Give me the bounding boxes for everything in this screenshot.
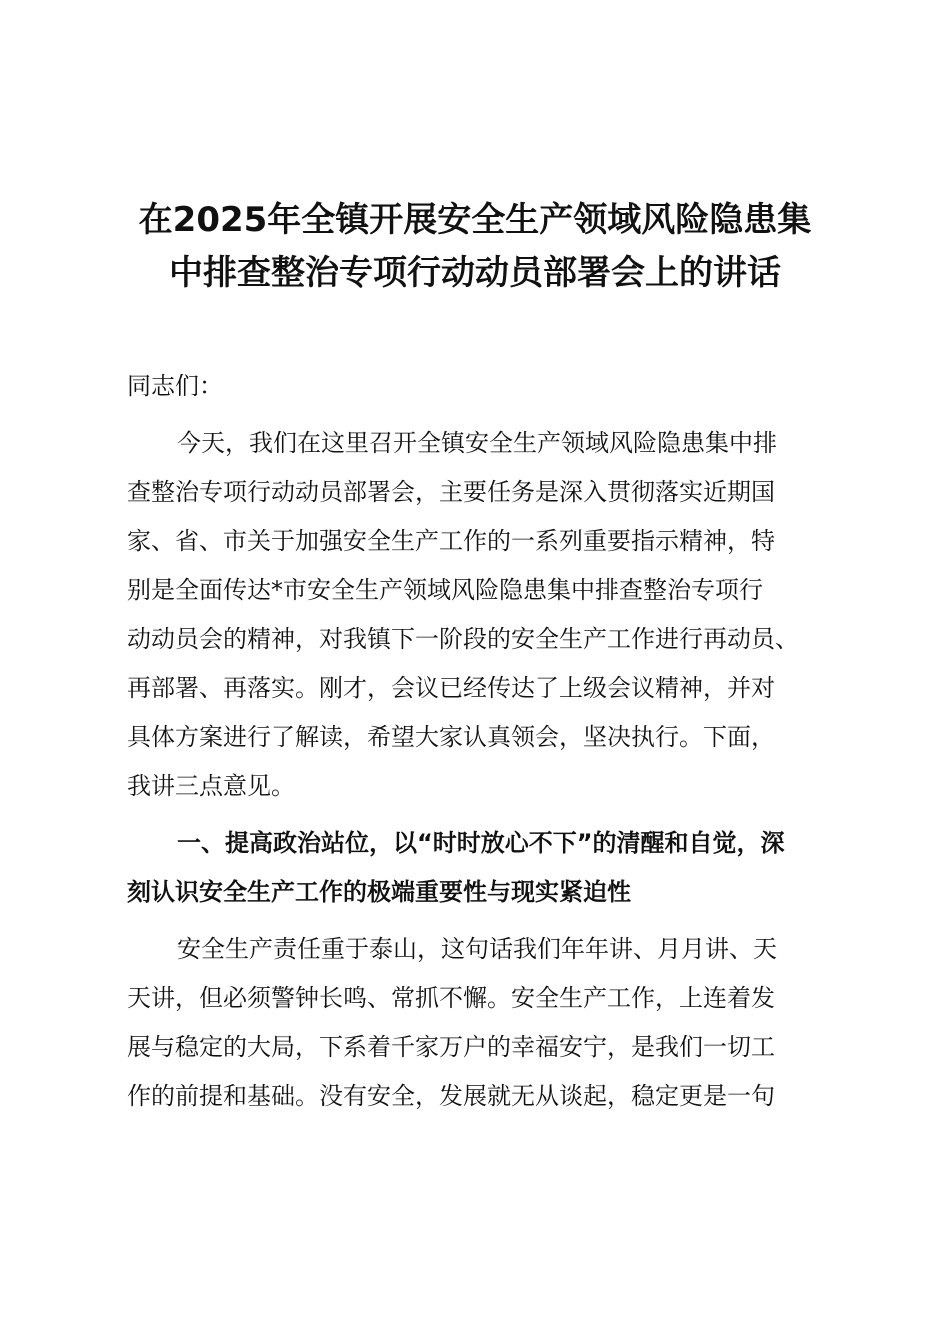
document-title xyxy=(120,194,830,300)
paragraph-line: 动动员会的精神，对我镇下一阶段的安全生产工作进行再动员、 xyxy=(127,625,799,653)
paragraph-line: 今天，我们在这里召开全镇安全生产领域风险隐患集中排 xyxy=(177,429,777,457)
paragraph-intro xyxy=(127,419,827,811)
paragraph-safety xyxy=(127,925,827,1121)
paragraph-line: 作的前提和基础。没有安全，发展就无从谈起，稳定更是一句 xyxy=(127,1082,775,1110)
heading-line: 一、提高政治站位，以“时时放心不下”的清醒和自觉，深 xyxy=(177,829,785,857)
heading-line: 刻认识安全生产工作的极端重要性与现实紧迫性 xyxy=(127,878,631,906)
document-body xyxy=(127,362,827,1121)
spacer xyxy=(127,917,827,925)
paragraph-line: 天讲，但必须警钟长鸣、常抓不懈。安全生产工作，上连着发 xyxy=(127,984,775,1012)
paragraph-line: 别是全面传达*市安全生产领域风险隐患集中排查整治专项行 xyxy=(127,576,763,604)
paragraph-line: 家、省、市关于加强安全生产工作的一系列重要指示精神，特 xyxy=(127,527,775,555)
spacer xyxy=(127,811,827,819)
paragraph-line: 具体方案进行了解读，希望大家认真领会，坚决执行。下面， xyxy=(127,723,775,751)
title-line: 中排查整治专项行动动员部署会上的讲话 xyxy=(169,253,781,293)
paragraph-line: 安全生产责任重于泰山，这句话我们年年讲、月月讲、天 xyxy=(177,935,777,963)
salutation: 同志们： xyxy=(127,372,223,400)
section-heading-1 xyxy=(127,819,827,917)
paragraph-line: 再部署、再落实。刚才，会议已经传达了上级会议精神，并对 xyxy=(127,674,775,702)
paragraph-line: 查整治专项行动动员部署会，主要任务是深入贯彻落实近期国 xyxy=(127,478,775,506)
paragraph-line: 展与稳定的大局，下系着千家万户的幸福安宁，是我们一切工 xyxy=(127,1033,775,1061)
title-line: 在2025年全镇开展安全生产领域风险隐患集 xyxy=(138,200,812,240)
paragraph-line: 我讲三点意见。 xyxy=(127,772,295,800)
